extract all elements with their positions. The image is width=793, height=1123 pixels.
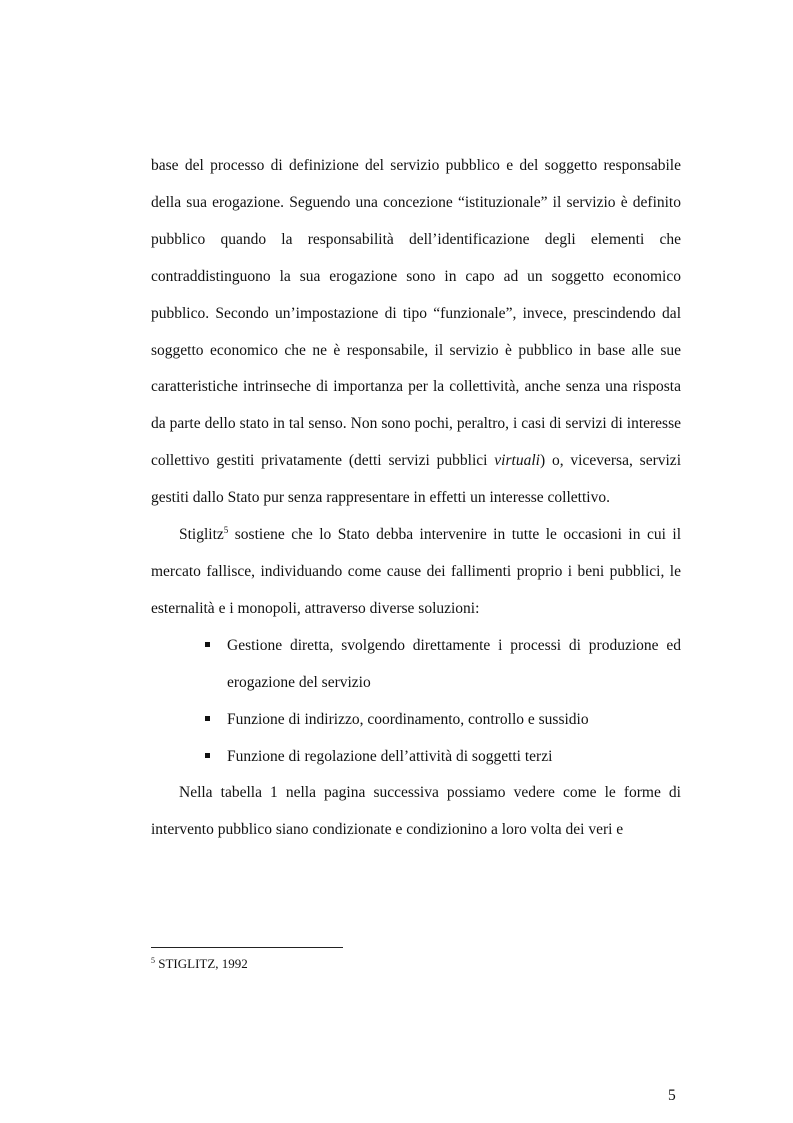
list-item [227,628,681,702]
footnote-reference[interactable]: 5 [223,525,229,536]
list-item [227,739,681,776]
paragraph-2 [151,517,681,628]
paragraph-2-text: sostiene che lo Stato debba intervenire in tutte le occasioni in cui il mercato fallisce, individuando come cause dei fallimenti proprio i beni pubblici, le esternalità e i monopoli, attraverso diverse soluzioni: [151,526,681,617]
paragraph-1 [151,148,681,517]
list-item [227,702,681,739]
italic-term: virtuali [494,452,540,470]
footnote-divider [151,947,343,948]
footnote-text: STIGLITZ, 1992 [155,956,248,971]
square-bullet-icon [205,642,210,647]
list-item-text: Gestione diretta, svolgendo direttamente i processi di produzione ed erogazione del servizio [227,636,681,691]
square-bullet-icon [205,753,210,758]
footnote-number: 5 [151,956,155,965]
paragraph-1-text: base del processo di definizione del servizio pubblico e del soggetto responsabile della sua erogazione. Seguendo una concezione “istituzionale” il servizio è definito pubblico quando la responsabilità dell’identificazione degli elementi che contraddistinguono la sua erogazione sono in capo ad un soggetto economico pubblico. Secondo un’impostazione di tipo “funzionale”, invece, prescindendo dal soggetto economico che ne è responsabile, il servizio è pubblico in base alle sue caratteristiche intrinseche di importanza per la collettività, anche senza una risposta da parte dello stato in tal senso. Non sono pochi, peraltro, i casi di servizi di interesse collettivo gestiti privatamente (detti servizi pubblici [151,157,681,470]
paragraph-3 [151,775,681,849]
body-text [151,148,681,849]
bullet-list [151,628,681,776]
list-item-text: Funzione di regolazione dell’attività di soggetti terzi [227,747,553,765]
paragraph-1-end: ) o, viceversa, servizi gestiti dallo Stato pur senza rappresentare in effetti un interesse collettivo. [151,452,681,507]
list-item-text: Funzione di indirizzo, coordinamento, controllo e sussidio [227,710,589,728]
page-number: 5 [668,1087,676,1104]
author-name: Stiglitz [179,526,224,544]
footnote [151,955,248,973]
square-bullet-icon [205,716,210,721]
paragraph-3-text: Nella tabella 1 nella pagina successiva possiamo vedere come le forme di intervento pubblico siano condizionate e condizionino a loro volta dei veri e [151,784,681,839]
